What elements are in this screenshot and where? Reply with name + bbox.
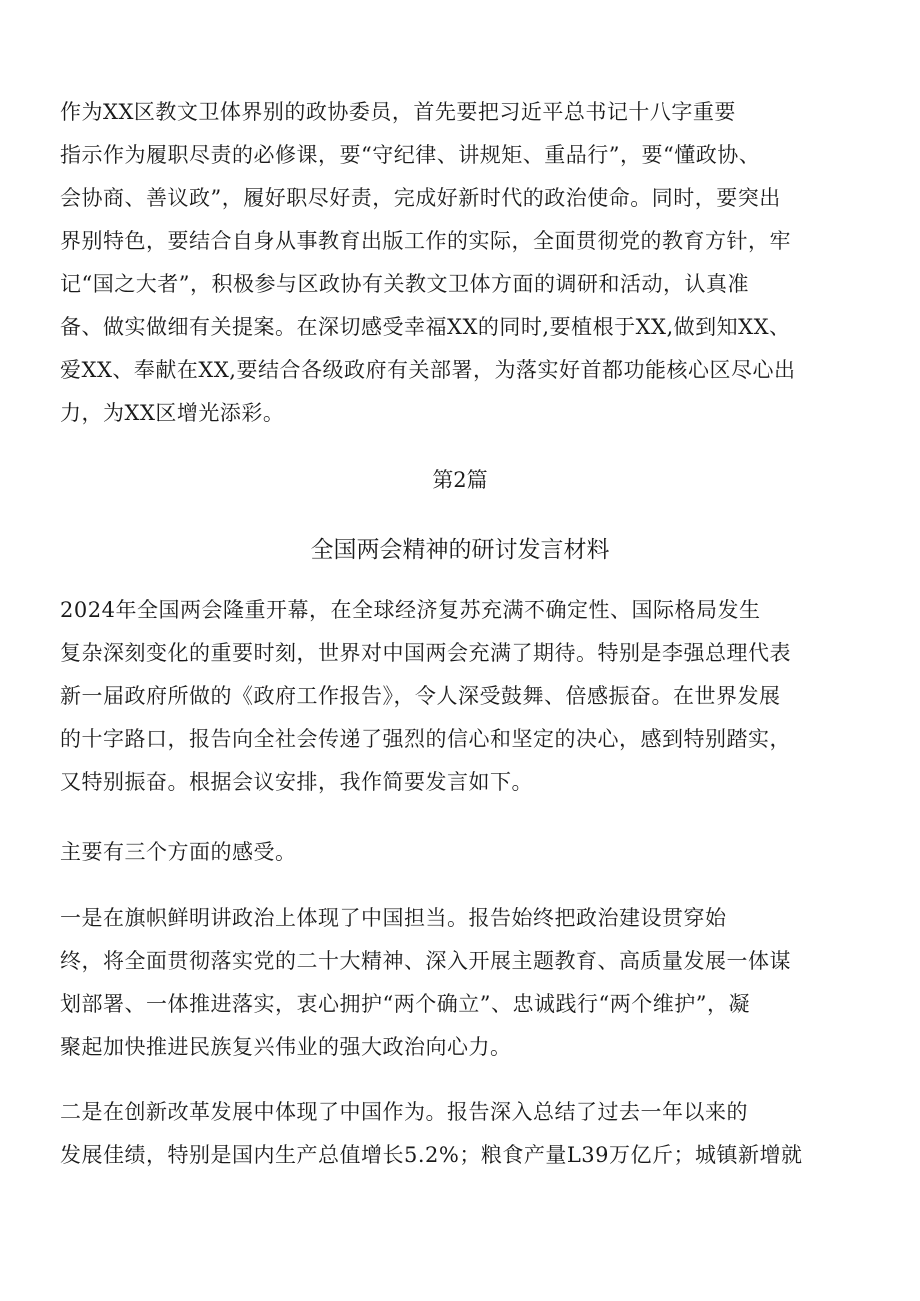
text-line: 力，为XX区增光添彩。 <box>60 401 285 425</box>
text-line: 的十字路口，报告向全社会传递了强烈的信心和坚定的决心，感到特别踏实， <box>60 727 791 751</box>
text-line: 爱XX、奉献在XX,要结合各级政府有关部署，为落实好首都功能核心区尽心出 <box>60 358 796 382</box>
text-line: 作为XX区教文卫体界别的政协委员，首先要把习近平总书记十八字重要 <box>60 100 736 124</box>
document-title: 全国两会精神的研讨发言材料 <box>310 537 610 563</box>
text-line: 复杂深刻变化的重要时刻，世界对中国两会充满了期待。特别是李强总理代表 <box>60 641 791 665</box>
text-line: 聚起加快推进民族复兴伟业的强大政治向心力。 <box>60 1035 512 1059</box>
text-line: 发展佳绩，特别是国内生产总值增长5.2%；粮食产量L39万亿斤；城镇新增就 <box>60 1143 803 1167</box>
text-line: 指示作为履职尽责的必修课，要“守纪律、讲规矩、重品行”，要“懂政协、 <box>60 143 761 167</box>
text-line: 会协商、善议政”，履好职尽好责，完成好新时代的政治使命。同时，要突出 <box>60 186 781 210</box>
text-line: 一是在旗帜鲜明讲政治上体现了中国担当。报告始终把政治建设贯穿始 <box>60 906 727 930</box>
text-line: 主要有三个方面的感受。 <box>60 840 297 864</box>
text-line: 2024年全国两会隆重开幕，在全球经济复苏充满不确定性、国际格局发生 <box>60 598 761 622</box>
text-line: 终，将全面贯彻落实党的二十大精神、深入开展主题教育、高质量发展一体谋 <box>60 949 791 973</box>
part-label: 第2篇 <box>432 468 488 492</box>
text-line: 备、做实做细有关提案。在深切感受幸福XX的同时,要植根于XX,做到知XX、 <box>60 315 791 339</box>
text-line: 界别特色，要结合自身从事教育出版工作的实际，全面贯彻党的教育方针，牢 <box>60 229 791 253</box>
text-line: 新一届政府所做的《政府工作报告》，令人深受鼓舞、倍感振奋。在世界发展 <box>60 684 781 708</box>
text-line: 又特别振奋。根据会议安排，我作简要发言如下。 <box>60 770 533 794</box>
text-line: 划部署、一体推进落实，衷心拥护“两个确立”、忠诚践行“两个维护”，凝 <box>60 992 750 1016</box>
text-line: 记“国之大者”，积极参与区政协有关教文卫体方面的调研和活动，认真准 <box>60 272 749 296</box>
text-line: 二是在创新改革发展中体现了中国作为。报告深入总结了过去一年以来的 <box>60 1100 748 1124</box>
